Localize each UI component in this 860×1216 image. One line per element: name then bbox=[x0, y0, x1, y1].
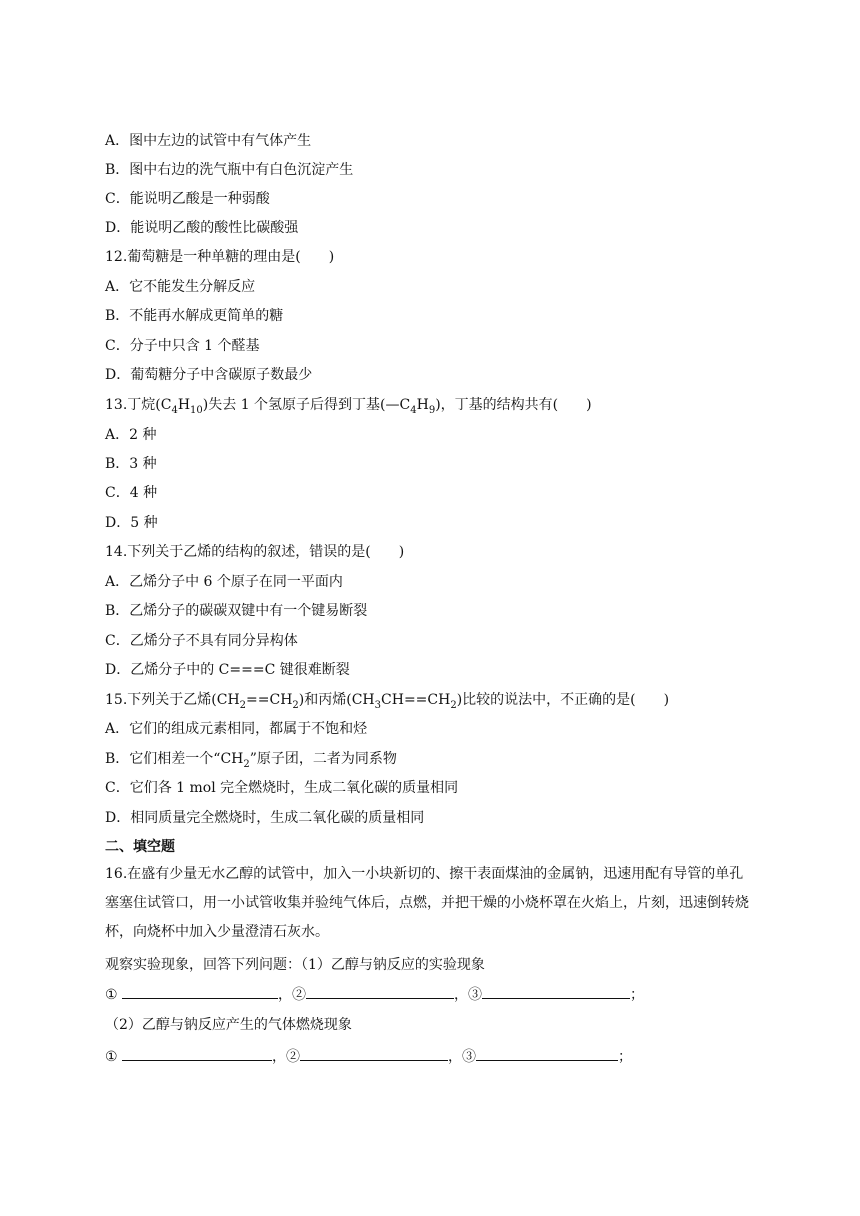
answer-blank-1-3[interactable] bbox=[482, 984, 630, 999]
q13-option-d: D．5 种 bbox=[105, 515, 158, 531]
answer-blank-1-2[interactable] bbox=[306, 984, 454, 999]
q11-option-a: A．图中左边的试管中有气体产生 bbox=[105, 133, 312, 149]
q13-stem: 13.丁烷$(C_4H_{10})$失去 1 个氢原子后得到丁基$(—C_4H_9)$，丁基的结构共有( ) bbox=[105, 397, 592, 416]
q15-option-a: A．它们的组成元素相同，都属于不饱和烃 bbox=[105, 721, 368, 737]
q12-option-d: D．葡萄糖分子中含碳原子数最少 bbox=[105, 367, 313, 383]
q14-option-a: A．乙烯分子中 6 个原子在同一平面内 bbox=[105, 574, 343, 590]
q16-blanks-row-2: ① ，② ，③ ； bbox=[105, 1046, 632, 1067]
q14-option-c: C．乙烯分子不具有同分异构体 bbox=[105, 633, 298, 649]
q12-option-b: B．不能再水解成更简单的糖 bbox=[105, 308, 284, 324]
q16-blanks-row-1: ① ，② ，③ ； bbox=[105, 984, 644, 1005]
q13-option-a: A．2 种 bbox=[105, 427, 157, 443]
q15-stem: 15.下列关于乙烯$(CH_2==CH_2)$和丙烯$(CH_3CH==CH_2)$比较的说法中，不正确的是( ) bbox=[105, 692, 670, 711]
q12-option-a: A．它不能发生分解反应 bbox=[105, 279, 256, 295]
q11-option-d: D．能说明乙酸的酸性比碳酸强 bbox=[105, 220, 299, 236]
q15-option-c: C．它们各 1 mol 完全燃烧时，生成二氧化碳的质量相同 bbox=[105, 780, 459, 796]
answer-blank-2-1[interactable] bbox=[122, 1046, 272, 1061]
q15-option-b: B．它们相差一个“$CH_2$”原子团，二者为同系物 bbox=[105, 751, 397, 770]
q16-paragraph: 16.在盛有少量无水乙醇的试管中，加入一小块新切的、擦干表面煤油的金属钠，迅速用配有导管的单孔塞塞住试管口，用一小试管收集并验纯气体后，点燃，并把干燥的小烧杯罩在火焰上，片刻，迅速倒转烧杯，向烧杯中加入少量澄清石灰水。 bbox=[105, 866, 749, 940]
q11-option-c: C．能说明乙酸是一种弱酸 bbox=[105, 191, 270, 207]
q11-option-b: B．图中右边的洗气瓶中有白色沉淀产生 bbox=[105, 162, 354, 178]
q12-option-c: C．分子中只含 1 个醛基 bbox=[105, 338, 260, 354]
q12-stem: 12.葡萄糖是一种单糖的理由是( ) bbox=[105, 249, 335, 265]
q13-option-c: C．4 种 bbox=[105, 485, 158, 501]
q16-part2: （2）乙醇与钠反应产生的气体燃烧现象 bbox=[105, 1017, 352, 1033]
q14-option-b: B．乙烯分子的碳碳双键中有一个键易断裂 bbox=[105, 603, 368, 619]
q14-option-d: D．乙烯分子中的 C===C 键很难断裂 bbox=[105, 662, 350, 678]
answer-blank-2-3[interactable] bbox=[476, 1046, 618, 1061]
q15-option-d: D．相同质量完全燃烧时，生成二氧化碳的质量相同 bbox=[105, 810, 425, 826]
q14-stem: 14.下列关于乙烯的结构的叙述，错误的是( ) bbox=[105, 544, 405, 560]
q13-option-b: B．3 种 bbox=[105, 456, 157, 472]
section-title-fill-in: 二、填空题 bbox=[105, 839, 175, 855]
q16-observe: 观察实验现象，回答下列问题：（1）乙醇与钠反应的实验现象 bbox=[105, 957, 485, 973]
answer-blank-2-2[interactable] bbox=[300, 1046, 448, 1061]
answer-blank-1-1[interactable] bbox=[122, 984, 278, 999]
